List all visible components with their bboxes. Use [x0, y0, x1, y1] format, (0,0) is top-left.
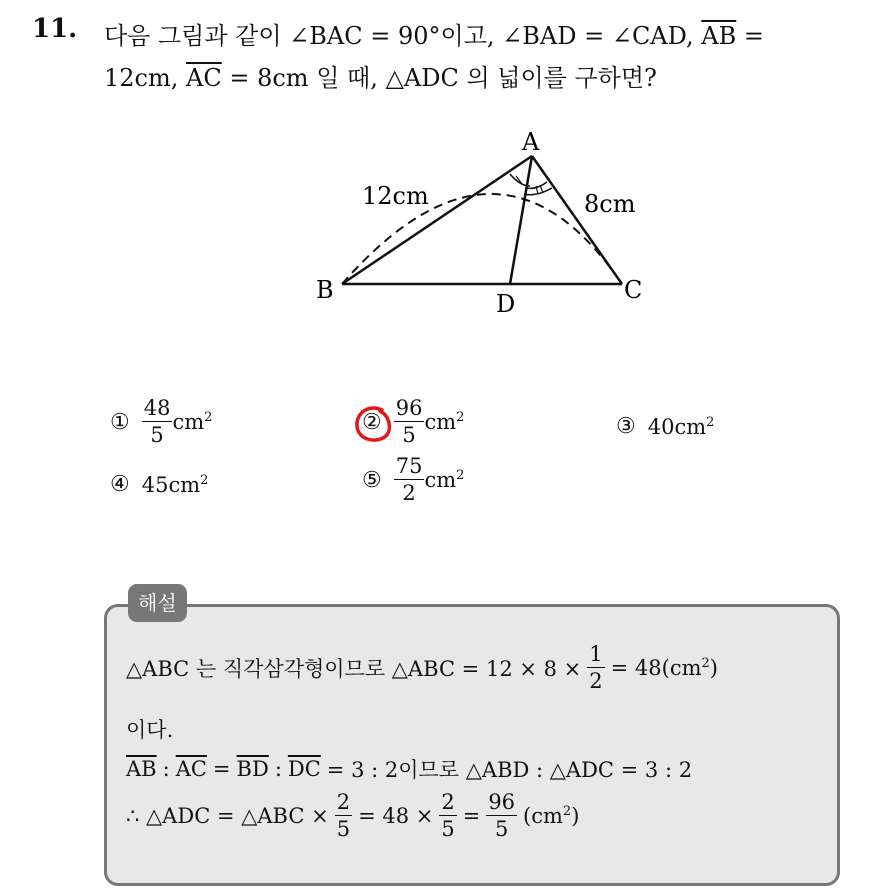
solution-line-4 [126, 792, 579, 840]
question-text: = 8cm 일 때, △ADC 의 넓이를 구하면? [229, 64, 657, 92]
unit-close: ) [571, 804, 580, 828]
solution-text: 이다. [126, 718, 174, 742]
choice-5[interactable] [362, 456, 464, 504]
solution-text: ∴ △ADC = △ABC × [126, 804, 329, 828]
angle-arc-2 [527, 182, 547, 188]
numerator: 96 [395, 396, 423, 420]
choice-unit [172, 410, 212, 434]
unit-power: 2 [456, 410, 465, 425]
denominator: 5 [441, 817, 455, 841]
point-d-label: D [496, 290, 516, 318]
unit-text: (cm [523, 804, 563, 828]
denominator: 5 [494, 817, 509, 841]
denominator: 5 [402, 423, 416, 447]
vertex-c-label: C [624, 276, 643, 304]
choice-fraction [394, 398, 425, 446]
solution-text: △ABC 는 직각삼각형이므로 △ABC = 12 × 8 × [126, 657, 582, 681]
numerator: 48 [143, 396, 171, 420]
solution-text: = 3 : 2이므로 △ABD : △ADC = 3 : 2 [326, 758, 693, 782]
numerator: 1 [589, 642, 603, 666]
solution-line-1 [126, 644, 718, 692]
choice-4[interactable] [110, 472, 208, 497]
unit-power: 2 [562, 804, 572, 819]
unit-power: 2 [204, 410, 213, 425]
choice-number: ④ [110, 472, 130, 497]
solution-tag: 해설 [128, 584, 187, 622]
question-line-1 [104, 16, 764, 51]
unit-text: cm [424, 410, 457, 434]
choice-fraction [394, 456, 425, 504]
unit-power: 2 [706, 414, 715, 430]
question-line-2 [104, 58, 657, 93]
unit-power: 2 [456, 468, 465, 483]
fraction-answer [486, 792, 517, 840]
denominator: 2 [589, 669, 603, 693]
unit-power: 2 [200, 472, 209, 488]
equals-sign: = [212, 757, 231, 781]
choice-fraction [142, 398, 173, 446]
solution-result [611, 656, 718, 680]
choice-value [648, 415, 715, 439]
segment-ad [510, 156, 532, 284]
choice-number: ② [362, 409, 382, 435]
fraction-one-half [587, 644, 604, 692]
choice-number: ① [110, 409, 130, 435]
ratio-colon: : [274, 757, 282, 781]
question-text: 다음 그림과 같이 ∠BAC = 90°이고, ∠BAD = ∠CAD, [104, 22, 694, 50]
choice-2[interactable] [362, 398, 464, 446]
segment-ac: $\overline{AC}$ [175, 757, 207, 781]
segment-ac: $\overline{AC}$ [186, 64, 222, 92]
unit-text: cm [172, 410, 205, 434]
choice-1[interactable] [110, 398, 212, 446]
choice-number: ③ [616, 414, 636, 439]
denominator: 5 [336, 817, 351, 841]
denominator: 5 [150, 423, 164, 447]
numerator: 75 [395, 454, 423, 478]
choice-3[interactable] [616, 414, 714, 439]
vertex-a-label: A [522, 128, 540, 156]
side-ac [532, 156, 622, 284]
solution-unit [523, 804, 579, 828]
numerator: 2 [336, 790, 351, 814]
choice-number: ⑤ [362, 467, 382, 493]
question-text-eq: = [743, 22, 765, 50]
value-text: 40cm [647, 414, 707, 439]
numerator: 96 [488, 790, 516, 814]
choice-value [142, 473, 209, 497]
unit-power: 2 [701, 656, 710, 671]
vertex-b-label: B [316, 276, 334, 304]
segment-dc: $\overline{DC}$ [287, 757, 321, 781]
unit-text: cm [424, 468, 457, 492]
solution-line-2 [126, 714, 173, 744]
question-number: 11. [32, 14, 78, 44]
equals-sign: = [462, 804, 481, 828]
choice-unit [424, 410, 464, 434]
choice-unit [424, 468, 464, 492]
segment-ab: $\overline{AB}$ [126, 757, 157, 781]
fraction-two-fifths [439, 792, 456, 840]
result-text: = 48(cm [610, 656, 702, 680]
denominator: 2 [402, 481, 416, 505]
solution-text: = 48 × [358, 804, 434, 828]
question-text: 12cm, [104, 64, 179, 92]
triangle-figure [300, 124, 660, 324]
numerator: 2 [441, 790, 455, 814]
side-ab [342, 156, 532, 284]
side-ab-length: 12cm [362, 182, 429, 210]
value-text: 45cm [141, 472, 201, 497]
fraction-two-fifths [335, 792, 352, 840]
solution-line-3 [126, 754, 692, 784]
result-close: ) [709, 656, 718, 680]
segment-ab: $\overline{AB}$ [701, 22, 737, 50]
side-ac-length: 8cm [584, 190, 636, 218]
ratio-colon: : [162, 757, 170, 781]
segment-bd: $\overline{BD}$ [236, 757, 269, 781]
